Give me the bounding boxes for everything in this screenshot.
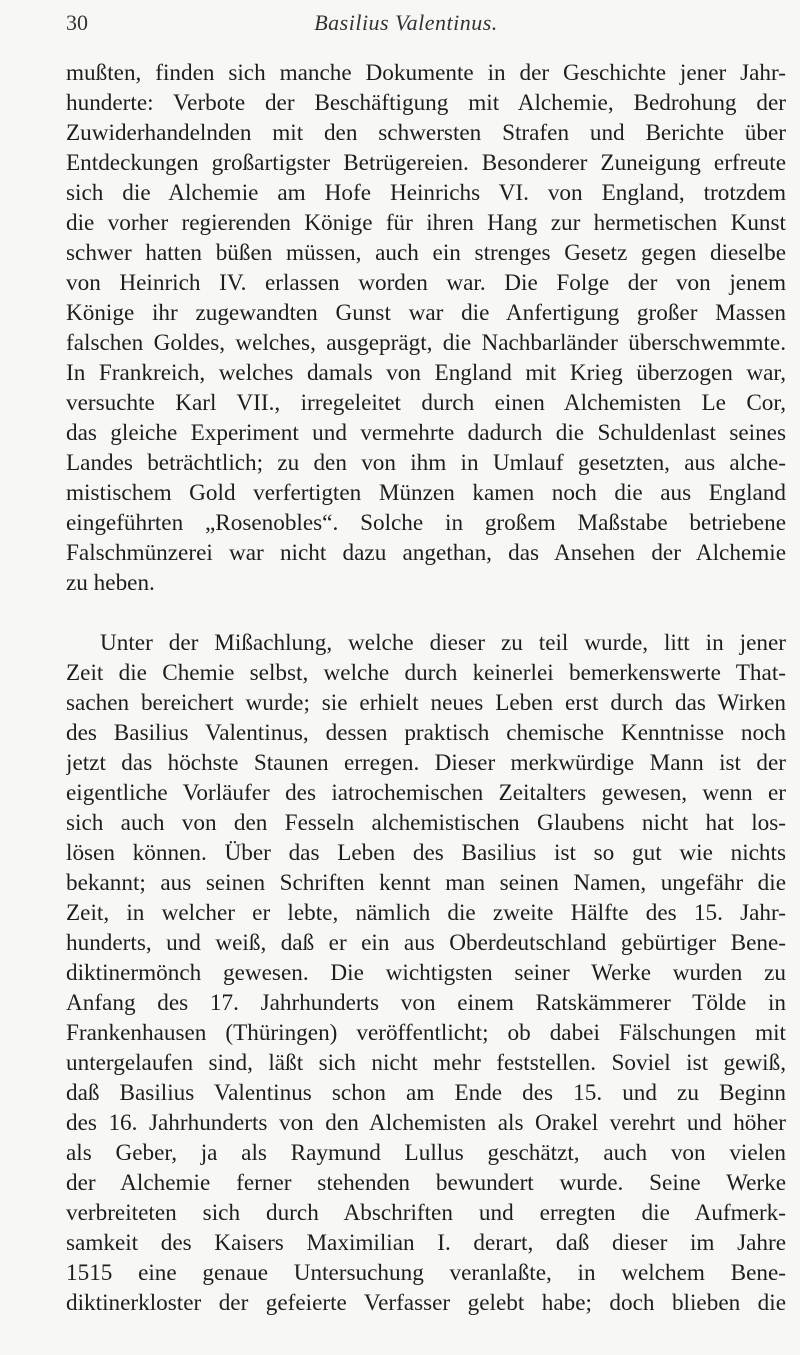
text-line: des Basilius Valentinus, dessen praktisch chemische Kenntnisse noch <box>66 720 786 746</box>
body-text <box>66 58 786 1318</box>
text-line: daß Basilius Valentinus schon am Ende des 15. und zu Beginn <box>66 1080 786 1106</box>
text-line: Zuwiderhandelnden mit den schwersten Strafen und Berichte über <box>66 120 786 146</box>
text-line: des 16. Jahrhunderts von den Alchemisten als Orakel verehrt und höher <box>66 1110 786 1136</box>
text-line: diktinermönch gewesen. Die wichtigsten seiner Werke wurden zu <box>66 960 786 986</box>
text-line: der Alchemie ferner stehenden bewundert wurde. Seine Werke <box>66 1170 786 1196</box>
text-line: die vorher regierenden Könige für ihren Hang zur hermetischen Kunst <box>66 210 786 236</box>
text-line: hunderts, und weiß, daß er ein aus Oberdeutschland gebürtiger Bene- <box>66 930 786 956</box>
paragraph-gap <box>66 598 786 628</box>
text-line: jetzt das höchste Staunen erregen. Dieser merkwürdige Mann ist der <box>66 750 786 776</box>
text-line: bekannt; aus seinen Schriften kennt man seinen Namen, ungefähr die <box>66 870 786 896</box>
running-title: Basilius Valentinus. <box>314 10 498 35</box>
text-line: In Frankreich, welches damals von England mit Krieg überzogen war, <box>66 360 786 386</box>
text-line: lösen können. Über das Leben des Basilius ist so gut wie nichts <box>66 840 786 866</box>
text-line: Entdeckungen großartigster Betrügereien. Besonderer Zuneigung erfreute <box>66 150 786 176</box>
text-line: zu heben. <box>66 570 155 596</box>
paragraph-1 <box>66 58 786 598</box>
text-line: sich die Alchemie am Hofe Heinrichs VI. von England, trotzdem <box>66 180 786 206</box>
text-line: Zeit die Chemie selbst, welche durch keinerlei bemerkenswerte That- <box>66 660 786 686</box>
text-line: verbreiteten sich durch Abschriften und erregten die Aufmerk- <box>66 1200 786 1226</box>
text-line: Frankenhausen (Thüringen) veröffentlicht; ob dabei Fälschungen mit <box>66 1020 786 1046</box>
text-line: falschen Goldes, welches, ausgeprägt, die Nachbarländer überschwemmte. <box>66 330 786 356</box>
text-line: versuchte Karl VII., irregeleitet durch einen Alchemisten Le Cor, <box>66 390 786 416</box>
text-line: samkeit des Kaisers Maximilian I. derart, daß dieser im Jahre <box>66 1230 786 1256</box>
text-line: eingeführten „Rosenobles“. Solche in großem Maßstabe betriebene <box>66 510 786 536</box>
text-line: hunderte: Verbote der Beschäftigung mit Alchemie, Bedrohung der <box>66 90 786 116</box>
text-line: sachen bereichert wurde; sie erhielt neues Leben erst durch das Wirken <box>66 690 786 716</box>
page-number: 30 <box>66 10 88 35</box>
text-line: untergelaufen sind, läßt sich nicht mehr feststellen. Soviel ist gewiß, <box>66 1050 786 1076</box>
text-line: diktinerkloster der gefeierte Verfasser gelebt habe; doch blieben die <box>66 1290 786 1316</box>
running-head <box>66 10 786 44</box>
text-line: Könige ihr zugewandten Gunst war die Anfertigung großer Massen <box>66 300 786 326</box>
text-line: das gleiche Experiment und vermehrte dadurch die Schuldenlast seines <box>66 420 786 446</box>
text-line: schwer hatten büßen müssen, auch ein strenges Gesetz gegen dieselbe <box>66 240 786 266</box>
text-line: Falschmünzerei war nicht dazu angethan, das Ansehen der Alchemie <box>66 540 786 566</box>
text-line: sich auch von den Fesseln alchemistischen Glaubens nicht hat los- <box>66 810 786 836</box>
text-line: Zeit, in welcher er lebte, nämlich die zweite Hälfte des 15. Jahr- <box>66 900 786 926</box>
text-line: mußten, finden sich manche Dokumente in der Geschichte jener Jahr- <box>66 60 786 86</box>
text-line: mistischem Gold verfertigten Münzen kamen noch die aus England <box>66 480 786 506</box>
text-line: Unter der Mißachlung, welche dieser zu teil wurde, litt in jener <box>100 630 786 656</box>
text-line: eigentliche Vorläufer des iatrochemischen Zeitalters gewesen, wenn er <box>66 780 786 806</box>
text-line: Anfang des 17. Jahrhunderts von einem Ratskämmerer Tölde in <box>66 990 786 1016</box>
text-line: Landes beträchtlich; zu den von ihm in Umlauf gesetzten, aus alche- <box>66 450 786 476</box>
text-line: von Heinrich IV. erlassen worden war. Die Folge der von jenem <box>66 270 786 296</box>
paragraph-2 <box>66 628 786 1318</box>
text-line: als Geber, ja als Raymund Lullus geschätzt, auch von vielen <box>66 1140 786 1166</box>
text-line: 1515 eine genaue Untersuchung veranlaßte, in welchem Bene- <box>66 1260 786 1286</box>
